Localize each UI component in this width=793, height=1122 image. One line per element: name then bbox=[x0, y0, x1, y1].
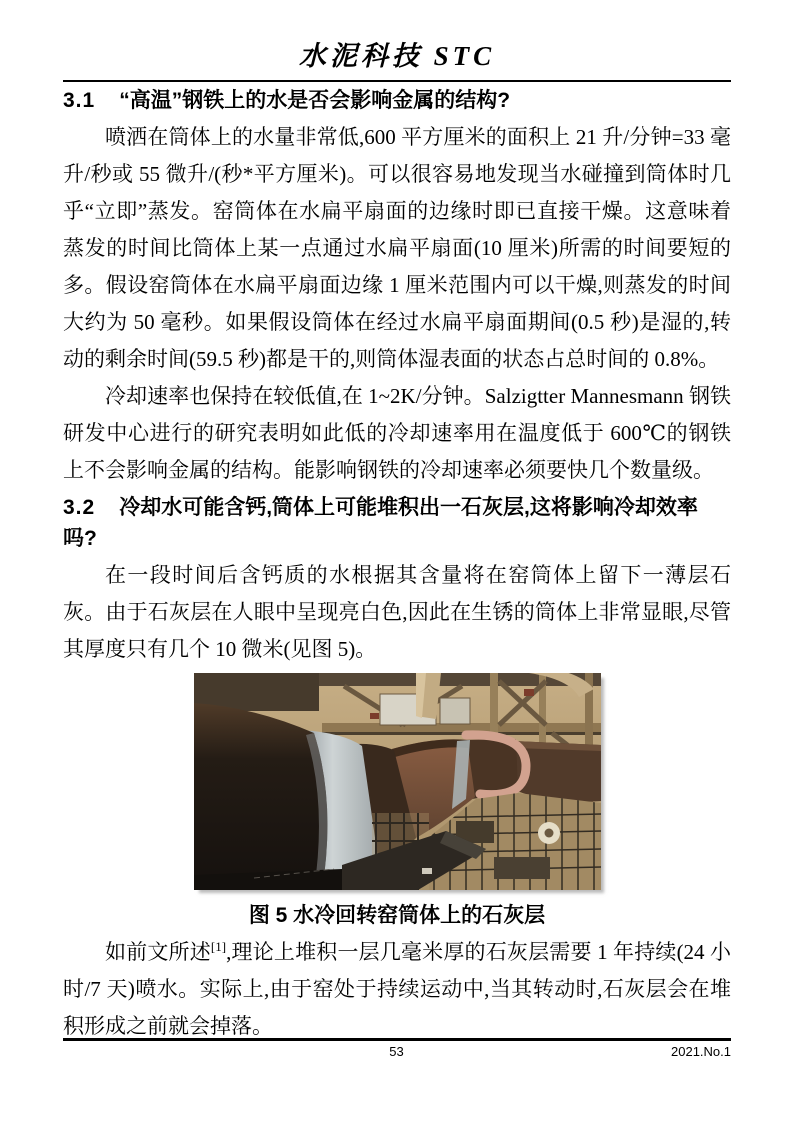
paragraph-water-quantity: 喷洒在筒体上的水量非常低,600 平方厘米的面积上 21 升/分钟=33 毫升/秒或 55 微升/(秒*平方厘米)。可以很容易地发现当水碰撞到筒体时几乎“立即”蒸发。窑筒体在水扁平扇面的边缘时即已直接干燥。这意味着蒸发的时间比筒体上某一点通过水扁平扇面(10 厘米)所需的时间要短的多。假设窑筒体在水扁平扇面边缘 1 厘米范围内可以干燥,则蒸发的时间大约为 50 毫秒。如果假设筒体在经过水扁平扇面期间(0.5 秒)是湿的,转动的剩余时间(59.5 秒)都是干的,则筒体湿表面的状态占总时间的 0.8%。 bbox=[63, 125, 731, 371]
page-number: 53 bbox=[389, 1044, 404, 1059]
kiln-photo bbox=[194, 673, 601, 890]
conclusion-text-end: ,理论上堆积一层几毫米厚的石灰层需要 1 年持续(24 小时/7 天)喷水。实际上,由于窑处于持续运动中,当其转动时,石灰层会在堆积形成之前就会掉落。 bbox=[63, 940, 731, 1038]
section-heading-3-1 bbox=[63, 85, 731, 116]
footer-divider bbox=[63, 1038, 731, 1041]
page-content bbox=[63, 36, 731, 1045]
section-title: 冷却水可能含钙,筒体上可能堆积出一石灰层,这将影响冷却效率吗? bbox=[63, 496, 698, 550]
figure-caption: 图 5 水冷回转窑筒体上的石灰层 bbox=[248, 904, 546, 927]
journal-title: 水泥科技 STC bbox=[298, 41, 496, 71]
section-heading-3-2 bbox=[63, 492, 731, 554]
figure-5 bbox=[63, 673, 731, 932]
header-divider bbox=[63, 80, 731, 82]
issue-number: 2021.No.1 bbox=[671, 1044, 731, 1059]
paragraph-lime-layer: 在一段时间后含钙质的水根据其含量将在窑筒体上留下一薄层石灰。由于石灰层在人眼中呈现亮白色,因此在生锈的筒体上非常显眼,尽管其厚度只有几个 10 微米(见图 5)。 bbox=[63, 563, 731, 661]
figure-photo-frame bbox=[194, 673, 601, 890]
conclusion-text-start: 如前文所述 bbox=[105, 940, 211, 964]
section-title: “高温”钢铁上的水是否会影响金属的结构? bbox=[119, 89, 511, 112]
paragraph-cooling-rate: 冷却速率也保持在较低值,在 1~2K/分钟。Salzigtter Mannesmann 钢铁研发中心进行的研究表明如此低的冷却速率用在温度低于 600℃的钢铁上不会影响金属的结构。能影响钢铁的冷却速率必须要快几个数量级。 bbox=[63, 384, 731, 482]
paragraph-conclusion bbox=[63, 934, 731, 1045]
section-number: 3.2 bbox=[63, 496, 96, 519]
reference-marker: [1] bbox=[210, 939, 227, 954]
section-number: 3.1 bbox=[63, 89, 96, 112]
kiln-foreground-shell bbox=[194, 703, 327, 890]
